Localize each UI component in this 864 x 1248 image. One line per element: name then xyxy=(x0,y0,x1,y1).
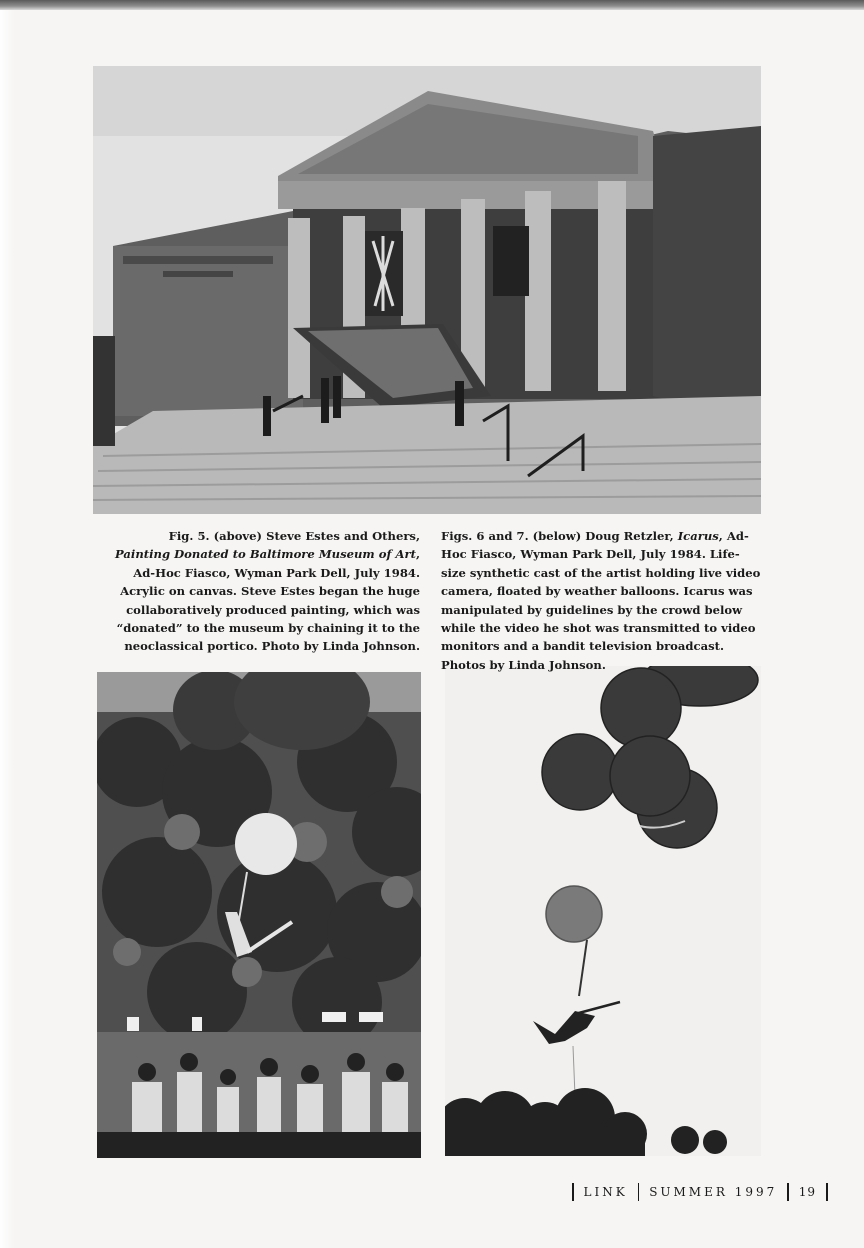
footer-divider xyxy=(572,1183,574,1201)
page-number: 19 xyxy=(798,1185,817,1199)
footer-divider xyxy=(826,1183,828,1201)
footer-divider xyxy=(787,1183,789,1201)
caption-artwork-title: Painting Donated to Baltimore Museum of Art xyxy=(115,547,416,562)
museum-photo xyxy=(93,66,761,514)
caption-body: , Ad-Hoc Fiasco, Wyman Park Dell, July 1984. Life-size synthetic cast of the artist holding live video camera, floated by weather balloons. Icarus was manipulated by guidelines by the crowd below while the video he shot was transmitted to video monitors and a bandit television broadcast. Photos by Linda Johnson. xyxy=(441,529,761,672)
page-footer xyxy=(562,1182,838,1202)
caption-body: , Ad-Hoc Fiasco, Wyman Park Dell, July 1984. Acrylic on canvas. Steve Estes began the huge collaboratively produced painting, which was “donated” to the museum by chaining it to the neoclassical portico. Photo by Linda Johnson. xyxy=(116,547,420,654)
caption-fig-label: Figs. 6 and 7. (below) Doug Retzler, xyxy=(441,529,678,543)
caption-fig-label: Fig. 5. (above) Steve Estes and Others, xyxy=(168,529,420,543)
caption-artwork-title: Icarus xyxy=(677,529,719,543)
scan-top-edge xyxy=(0,0,864,10)
footer-divider xyxy=(638,1183,640,1201)
scan-left-edge xyxy=(0,10,14,1248)
journal-name: LINK xyxy=(583,1185,628,1199)
icarus-sky-photo xyxy=(445,666,761,1156)
icarus-crowd-photo xyxy=(97,672,421,1158)
figure-5-caption xyxy=(110,527,420,656)
issue-label: SUMMER 1997 xyxy=(649,1185,778,1199)
figures-6-7-caption xyxy=(441,527,763,674)
